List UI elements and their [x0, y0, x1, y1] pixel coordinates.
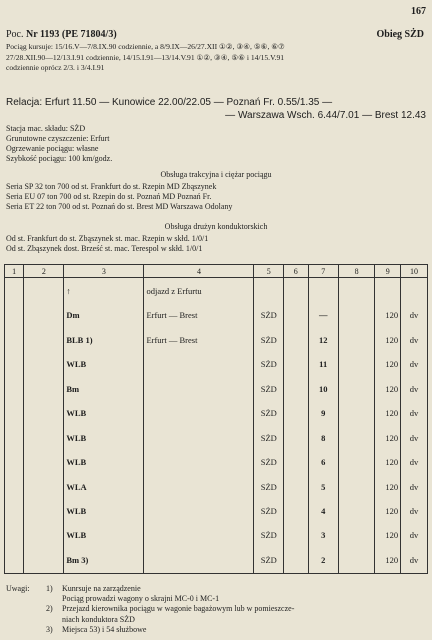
car-owner: SŻD — [254, 303, 284, 327]
table-cell — [284, 450, 308, 474]
car-brake: dv — [401, 499, 428, 523]
crew-title: Obsługa drużyn konduktorskich — [164, 222, 268, 231]
table-cell — [284, 377, 308, 401]
composition-table — [4, 264, 428, 574]
table-cell — [5, 474, 24, 498]
note-number: 1) — [46, 584, 53, 593]
table-cell — [24, 499, 64, 523]
car-brake: dv — [401, 474, 428, 498]
car-route — [144, 548, 254, 574]
table-cell — [24, 352, 64, 376]
table-cell — [24, 474, 64, 498]
table-cell — [5, 548, 24, 574]
table-cell — [24, 377, 64, 401]
car-number: 2 — [308, 548, 338, 574]
car-brake: dv — [401, 425, 428, 449]
table-row — [5, 328, 428, 352]
info-line: Stacja mac. składu: SŻD — [6, 124, 86, 133]
car-brake: dv — [401, 401, 428, 425]
table-row — [5, 499, 428, 523]
table-cell — [284, 303, 308, 327]
traction-line: Seria ET 22 ton 700 od st. Poznań do st. Brest MD Warszawa Odolany — [6, 202, 233, 211]
car-brake: dv — [401, 523, 428, 547]
note-item — [6, 625, 426, 635]
traction-info — [6, 182, 426, 212]
table-cell — [338, 278, 375, 304]
table-cell — [284, 548, 308, 574]
table-cell — [338, 401, 375, 425]
col-header: 3 — [64, 265, 144, 278]
notes-section — [6, 584, 426, 635]
note-item — [6, 594, 426, 604]
car-owner: SŻD — [254, 401, 284, 425]
notes-label: Uwagi: — [6, 584, 30, 593]
table-header-row — [5, 265, 428, 278]
car-type: ↑ — [64, 278, 144, 304]
table-cell — [338, 328, 375, 352]
table-row — [5, 278, 428, 304]
car-owner: SŻD — [254, 425, 284, 449]
car-number: 9 — [308, 401, 338, 425]
car-speed: 120 — [375, 450, 401, 474]
note-item — [6, 615, 426, 625]
car-number — [308, 278, 338, 304]
table-row — [5, 425, 428, 449]
note-text: Przejazd kierownika pociągu w wagonie bagażowym lub w pomieszcze- — [62, 604, 295, 614]
car-type: WLB — [64, 499, 144, 523]
car-number: 6 — [308, 450, 338, 474]
col-header: 5 — [254, 265, 284, 278]
table-cell — [24, 328, 64, 352]
car-owner: SŻD — [254, 450, 284, 474]
table-cell — [338, 523, 375, 547]
table-row — [5, 450, 428, 474]
table-cell — [284, 499, 308, 523]
route-relation — [6, 96, 426, 122]
car-type: WLB — [64, 450, 144, 474]
car-type: WLB — [64, 352, 144, 376]
car-route — [144, 377, 254, 401]
table-cell — [5, 401, 24, 425]
table-cell — [338, 303, 375, 327]
table-cell — [284, 328, 308, 352]
train-number: Nr 1193 (PE 71804/3) — [26, 29, 117, 40]
car-number: 4 — [308, 499, 338, 523]
table-cell — [338, 352, 375, 376]
car-owner: SŻD — [254, 328, 284, 352]
car-type: Bm — [64, 377, 144, 401]
car-brake: dv — [401, 352, 428, 376]
note-item — [6, 604, 426, 614]
car-brake: dv — [401, 548, 428, 574]
car-number: 10 — [308, 377, 338, 401]
car-brake: dv — [401, 303, 428, 327]
car-owner — [254, 278, 284, 304]
table-cell — [24, 450, 64, 474]
table-cell — [338, 377, 375, 401]
car-owner: SŻD — [254, 548, 284, 574]
car-speed — [375, 278, 401, 304]
table-cell — [5, 377, 24, 401]
car-brake: dv — [401, 450, 428, 474]
car-type: Bm 3) — [64, 548, 144, 574]
col-header: 1 — [5, 265, 24, 278]
car-route — [144, 474, 254, 498]
table-cell — [5, 523, 24, 547]
note-number: 3) — [46, 624, 53, 634]
table-cell — [284, 401, 308, 425]
table-row — [5, 548, 428, 574]
note-text: Pociąg prowadzi wagony o skrajni MC-0 i MC-1 — [62, 594, 220, 604]
table-cell — [284, 352, 308, 376]
note-text: niach konduktora SŻD — [62, 614, 135, 624]
car-speed: 120 — [375, 499, 401, 523]
info-line: Grunutowne czyszczenie: Erfurt — [6, 134, 110, 143]
car-type: WLB — [64, 401, 144, 425]
traction-line: Seria EU 07 ton 700 od st. Rzepin do st. Poznań MD Poznań Fr. — [6, 192, 212, 201]
train-id — [6, 29, 117, 40]
table-row — [5, 303, 428, 327]
table-cell — [338, 548, 375, 574]
car-route — [144, 401, 254, 425]
car-number: 12 — [308, 328, 338, 352]
circulation-label: Obieg SŻD — [376, 29, 424, 40]
table-cell — [5, 303, 24, 327]
table-cell — [284, 474, 308, 498]
table-row — [5, 377, 428, 401]
car-speed: 120 — [375, 303, 401, 327]
table-cell — [5, 278, 24, 304]
train-info — [6, 124, 306, 164]
traction-title: Obsługa trakcyjna i ciężar pociągu — [160, 170, 272, 179]
note-number: 2) — [46, 604, 53, 614]
car-number: 8 — [308, 425, 338, 449]
car-brake: dv — [401, 377, 428, 401]
schedule-line: 27/28.XII.90—12/13.I.91 codziennie, 14/15.I.91—13/14.V.91 ①②, ③④, ⑤⑥ i 14/15.V.91 — [6, 52, 285, 62]
col-header: 7 — [308, 265, 338, 278]
crew-line: Od st. Frankfurt do st. Zbąszynek st. mac. Rzepin w skłd. 1/0/1 — [6, 234, 209, 243]
car-speed: 120 — [375, 523, 401, 547]
train-prefix: Poc. — [6, 29, 26, 40]
route-line-2: — Warszawa Wsch. 6.44/7.01 — Brest 12.43 — [225, 110, 426, 121]
car-number: 11 — [308, 352, 338, 376]
info-line: Szybkość pociągu: 100 km/godz. — [6, 154, 113, 163]
table-cell — [284, 523, 308, 547]
car-speed: 120 — [375, 401, 401, 425]
crew-info — [6, 234, 426, 254]
car-route: Erfurt — Brest — [144, 328, 254, 352]
car-route — [144, 523, 254, 547]
note-text: Kunrsuje na zarządzenie — [62, 584, 141, 593]
car-owner: SŻD — [254, 352, 284, 376]
car-route — [144, 450, 254, 474]
car-speed: 120 — [375, 352, 401, 376]
car-type: WLA — [64, 474, 144, 498]
car-speed: 120 — [375, 474, 401, 498]
car-route — [144, 425, 254, 449]
table-cell — [5, 352, 24, 376]
car-type: WLB — [64, 523, 144, 547]
table-cell — [5, 425, 24, 449]
table-row — [5, 474, 428, 498]
table-cell — [284, 278, 308, 304]
note-text: Miejsca 53) i 54 służbowe — [62, 624, 147, 634]
car-type: BLB 1) — [64, 328, 144, 352]
table-cell — [24, 278, 64, 304]
table-cell — [338, 499, 375, 523]
page-number: 167 — [411, 6, 426, 17]
car-owner: SŻD — [254, 499, 284, 523]
table-cell — [5, 328, 24, 352]
car-number: 3 — [308, 523, 338, 547]
table-cell — [24, 548, 64, 574]
notes-list — [6, 584, 426, 635]
col-header: 10 — [401, 265, 428, 278]
table-cell — [24, 303, 64, 327]
car-type: WLB — [64, 425, 144, 449]
table-cell — [24, 401, 64, 425]
table-cell — [5, 499, 24, 523]
route-line-1: Relacja: Erfurt 11.50 — Kunowice 22.00/22.05 — Poznań Fr. 0.55/1.35 — — [6, 97, 333, 108]
table-cell — [338, 474, 375, 498]
schedule-line: codziennie oprócz 2/3. i 3/4.I.91 — [6, 63, 105, 73]
car-route: odjazd z Erfurtu — [144, 278, 254, 304]
table-row — [5, 401, 428, 425]
car-route: Erfurt — Brest — [144, 303, 254, 327]
car-speed: 120 — [375, 425, 401, 449]
car-number: — — [308, 303, 338, 327]
car-route — [144, 352, 254, 376]
note-item — [6, 584, 426, 594]
table-cell — [284, 425, 308, 449]
table-cell — [338, 425, 375, 449]
col-header: 6 — [284, 265, 308, 278]
table-body — [5, 278, 428, 574]
car-owner: SŻD — [254, 377, 284, 401]
col-header: 8 — [338, 265, 375, 278]
table-cell — [24, 523, 64, 547]
table-cell — [338, 450, 375, 474]
traction-line: Seria SP 32 ton 700 od st. Frankfurt do st. Rzepin MD Zbąszynek — [6, 182, 217, 191]
info-line: Ogrzewanie pociągu: własne — [6, 144, 99, 153]
car-speed: 120 — [375, 377, 401, 401]
car-number: 5 — [308, 474, 338, 498]
car-speed: 120 — [375, 548, 401, 574]
car-brake — [401, 278, 428, 304]
car-brake: dv — [401, 328, 428, 352]
table-cell — [5, 450, 24, 474]
col-header: 4 — [144, 265, 254, 278]
col-header: 2 — [24, 265, 64, 278]
table-row — [5, 523, 428, 547]
car-speed: 120 — [375, 328, 401, 352]
car-owner: SŻD — [254, 523, 284, 547]
table-cell — [24, 425, 64, 449]
col-header: 9 — [375, 265, 401, 278]
car-owner: SŻD — [254, 474, 284, 498]
schedule-line: Pociąg kursuje: 15/16.V—7/8.IX.90 codziennie, a 8/9.IX—26/27.XII ①②, ③④, ⑤⑥, ⑥⑦ — [6, 42, 285, 51]
schedule-text — [6, 42, 426, 74]
crew-line: Od st. Zbąszynek dost. Brześć st. mac. Terespol w skłd. 1/0/1 — [6, 244, 203, 253]
table-row — [5, 352, 428, 376]
car-route — [144, 499, 254, 523]
car-type: Dm — [64, 303, 144, 327]
